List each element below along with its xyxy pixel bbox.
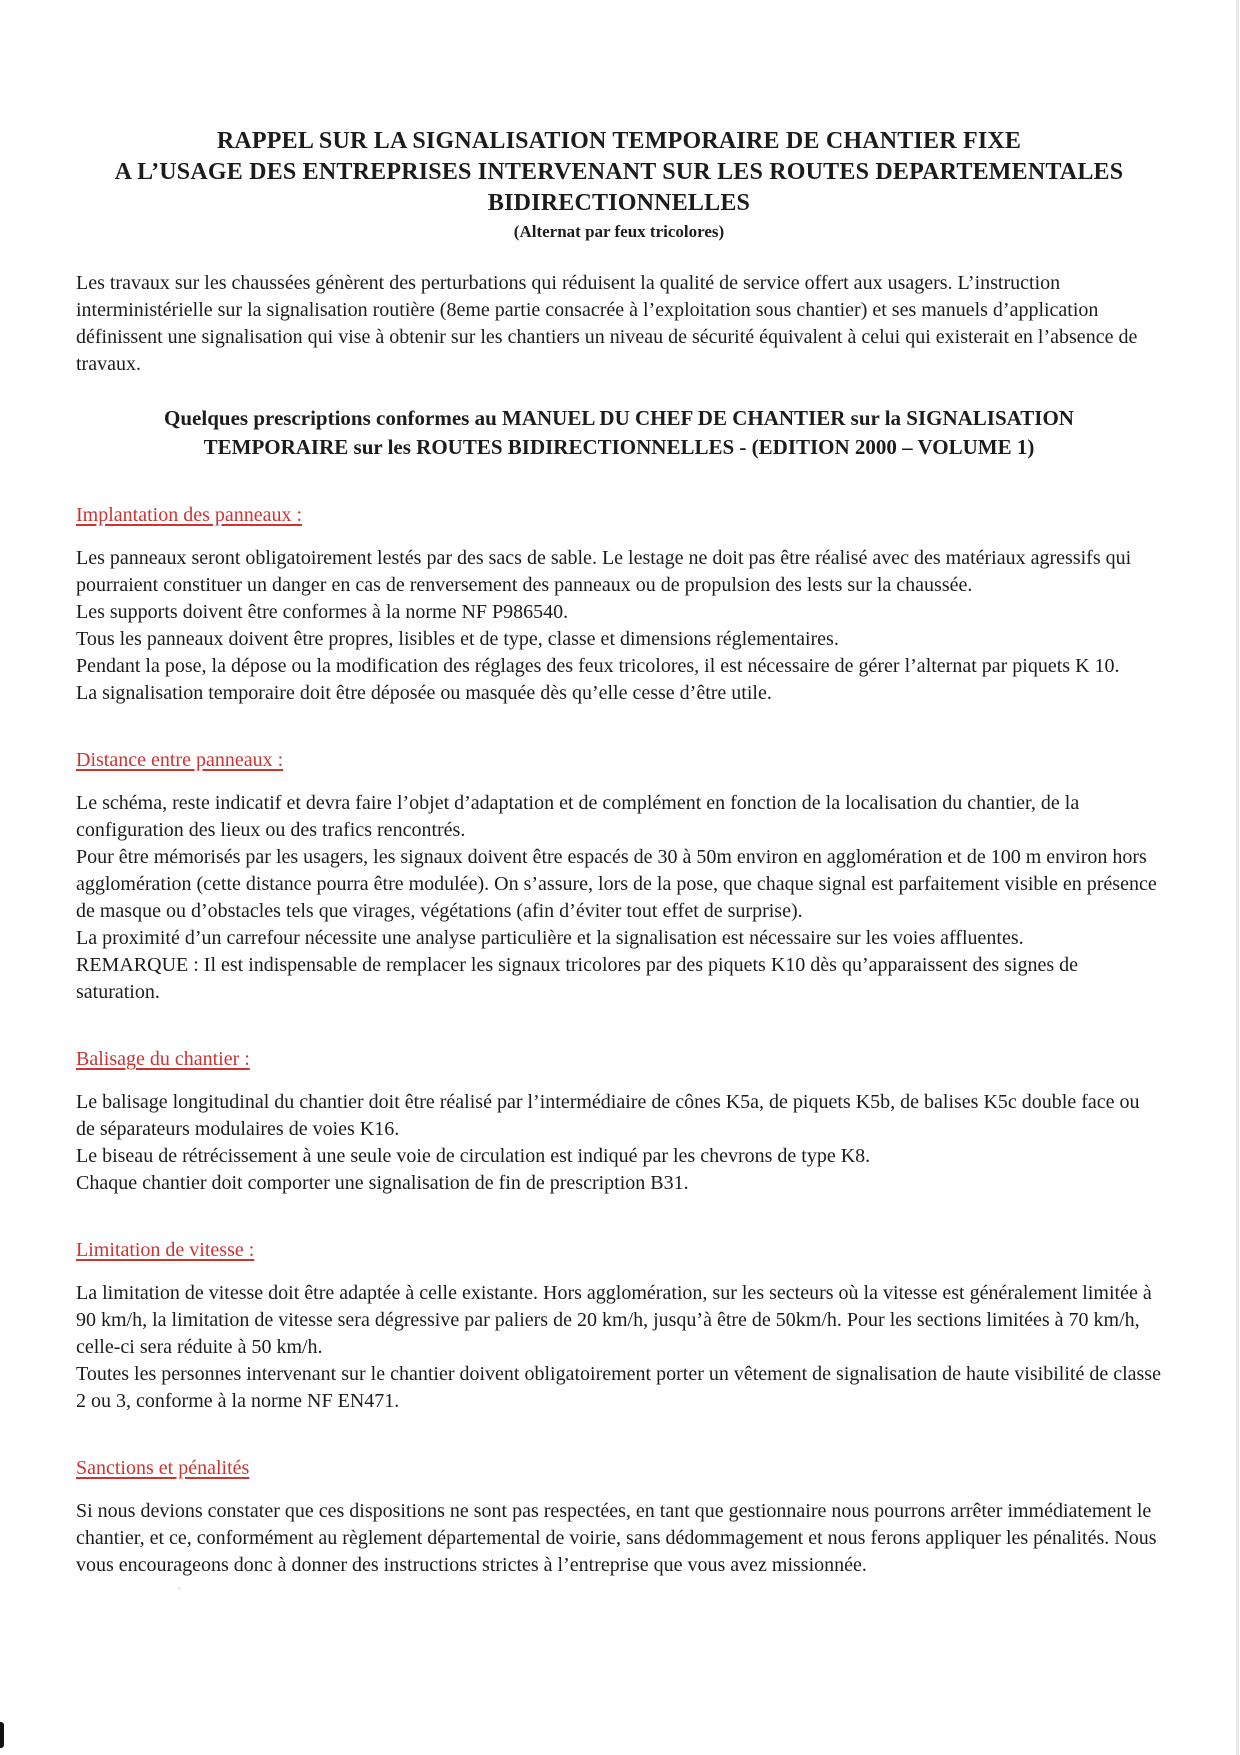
paragraph-line: Pendant la pose, la dépose ou la modification des réglages des feux tricolores, il est nécessaire de gérer l’alternat par piquets K 10.: [76, 655, 1120, 677]
section-balisage-du-chantier: [76, 1048, 1162, 1197]
paragraph-line: Les supports doivent être conformes à la norme NF P986540.: [76, 601, 569, 623]
manual-heading: Quelques prescriptions conformes au MANUEL DU CHEF DE CHANTIER sur la SIGNALISATION TEMPORAIRE sur les ROUTES BIDIRECTIONNELLES - (EDITION 2000 – VOLUME 1): [164, 406, 1074, 459]
title-line-3: BIDIRECTIONNELLES: [487, 190, 751, 216]
paragraph-line: Chaque chantier doit comporter une signalisation de fin de prescription B31.: [76, 1172, 689, 1194]
paragraph-line: La limitation de vitesse doit être adaptée à celle existante. Hors agglomération, sur les secteurs où la vitesse est généralement limitée à 90 km/h, la limitation de vitesse sera dégressive par paliers de 20 km/h, jusqu’à être de 50km/h. Pour les sections limitées à 70 km/h, celle-ci sera réduite à 50 km/h.: [76, 1282, 1152, 1358]
title-block: [76, 126, 1162, 242]
paragraph-line: La signalisation temporaire doit être déposée ou masquée dès qu’elle cesse d’être utile.: [76, 682, 772, 704]
title-line-1: RAPPEL SUR LA SIGNALISATION TEMPORAIRE DE CHANTIER FIXE: [216, 128, 1022, 154]
paragraph-line: Le balisage longitudinal du chantier doit être réalisé par l’intermédiaire de cônes K5a, de piquets K5b, de balises K5c double face ou de séparateurs modulaires de voies K16.: [76, 1091, 1140, 1140]
section-distance-entre-panneaux: [76, 749, 1162, 1006]
section-heading: Limitation de vitesse :: [76, 1239, 255, 1261]
section-heading: Sanctions et pénalités: [76, 1457, 250, 1479]
scan-edge-artifact: [1236, 0, 1239, 1755]
title-note: (Alternat par feux tricolores): [513, 222, 725, 241]
section-heading: Balisage du chantier :: [76, 1048, 250, 1070]
paragraph-line: REMARQUE : Il est indispensable de remplacer les signaux tricolores par des piquets K10 dès qu’apparaissent des signes de saturation.: [76, 954, 1078, 1003]
section-limitation-de-vitesse: [76, 1239, 1162, 1415]
paragraph-line: Si nous devions constater que ces dispositions ne sont pas respectées, en tant que gestionnaire nous pourrons arrêter immédiatement le chantier, et ce, conformément au règlement départemental de voirie, sans dédommagement et nous ferons appliquer les pénalités. Nous vous encourageons donc à donner des instructions strictes à l’entreprise que vous avez missionnée.: [76, 1500, 1157, 1576]
section-heading: Distance entre panneaux :: [76, 749, 284, 771]
paragraph-line: Pour être mémorisés par les usagers, les signaux doivent être espacés de 30 à 50m environ en agglomération et de 100 m environ hors agglomération (cette distance pourra être modulée). On s’assure, lors de la pose, que chaque signal est parfaitement visible en présence de masque ou d’obstacles tels que virages, végétations (afin d’éviter tout effet de surprise).: [76, 846, 1157, 922]
paragraph-line: La proximité d’un carrefour nécessite une analyse particulière et la signalisation est nécessaire sur les voies affluentes.: [76, 927, 1024, 949]
scan-speck-artifact: [177, 1587, 181, 1590]
paragraph-line: Le schéma, reste indicatif et devra faire l’objet d’adaptation et de complément en fonction de la localisation du chantier, de la configuration des lieux ou des trafics rencontrés.: [76, 792, 1080, 841]
paragraph-line: Toutes les personnes intervenant sur le chantier doivent obligatoirement porter un vêtement de signalisation de haute visibilité de classe 2 ou 3, conforme à la norme NF EN471.: [76, 1363, 1161, 1412]
title-line-2: A L’USAGE DES ENTREPRISES INTERVENANT SUR LES ROUTES DEPARTEMENTALES: [114, 159, 1124, 185]
intro-paragraph: Les travaux sur les chaussées génèrent des perturbations qui réduisent la qualité de service offert aux usagers. L’instruction interministérielle sur la signalisation routière (8eme partie consacrée à l’exploitation sous chantier) et ses manuels d’application définissent une signalisation qui vise à obtenir sur les chantiers un niveau de sécurité équivalent à celui qui existerait en l’absence de travaux.: [76, 272, 1138, 375]
paragraph-line: Le biseau de rétrécissement à une seule voie de circulation est indiqué par les chevrons de type K8.: [76, 1145, 871, 1167]
page-title: [76, 126, 1162, 219]
paragraph-line: Tous les panneaux doivent être propres, lisibles et de type, classe et dimensions réglementaires.: [76, 628, 839, 650]
section-implantation-des-panneaux: [76, 504, 1162, 707]
paragraph-line: Les panneaux seront obligatoirement lestés par des sacs de sable. Le lestage ne doit pas être réalisé avec des matériaux agressifs qui pourraient constituer un danger en cas de renversement des panneaux ou de propulsion des lests sur la chaussée.: [76, 547, 1132, 596]
section-heading: Implantation des panneaux :: [76, 504, 303, 526]
section-sanctions-et-penalites: [76, 1457, 1162, 1579]
scan-corner-artifact: [0, 1722, 4, 1748]
